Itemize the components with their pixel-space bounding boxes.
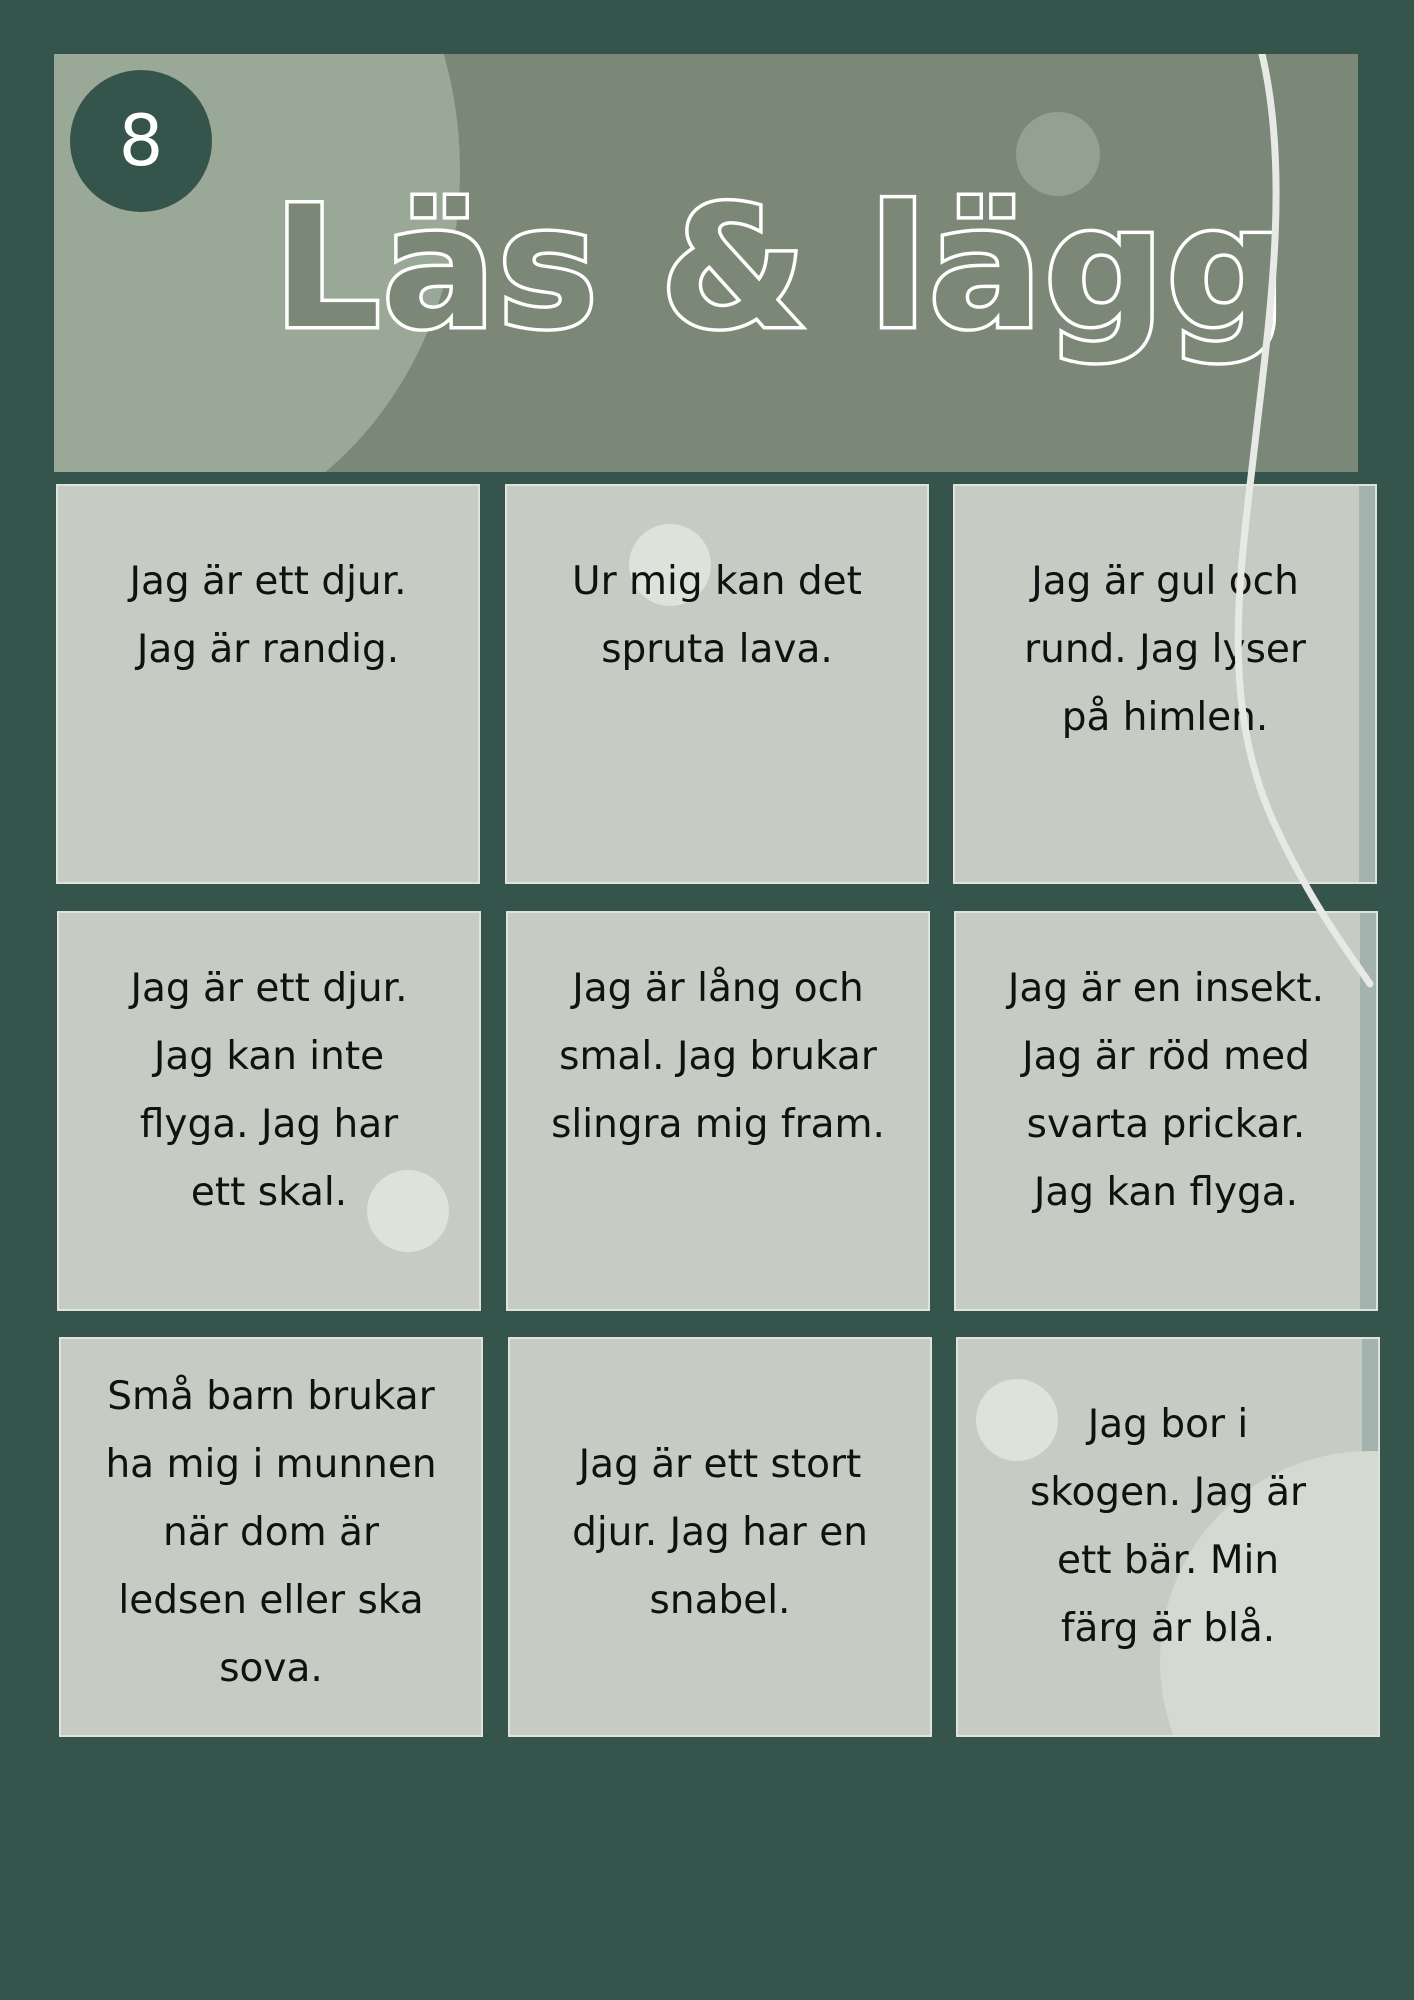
card-text: Jag bor i skogen. Jag är ett bär. Min färg är blå. (1029, 1402, 1307, 1651)
page-number-badge: 8 (70, 70, 212, 212)
card-text: Jag är ett stort djur. Jag har en snabel. (572, 1442, 868, 1623)
card-text: Små barn brukar ha mig i munnen när dom är ledsen eller ska sova. (105, 1374, 437, 1691)
reading-card[interactable] (59, 1337, 483, 1737)
reading-card[interactable] (508, 1337, 932, 1737)
card-text: Jag är ett djur. Jag kan inte flyga. Jag har ett skal. (130, 966, 408, 1215)
reading-card[interactable] (506, 911, 930, 1311)
card-text: Jag är ett djur. Jag är randig. (129, 559, 407, 672)
card-text: Ur mig kan det spruta lava. (572, 559, 862, 672)
page-title: Läs & lägg (273, 170, 1289, 366)
reading-card[interactable] (953, 484, 1377, 884)
reading-card[interactable] (505, 484, 929, 884)
reading-card[interactable] (56, 484, 480, 884)
reading-card[interactable] (57, 911, 481, 1311)
card-text: Jag är lång och smal. Jag brukar slingra mig fram. (551, 966, 885, 1147)
card-text: Jag är gul och rund. Jag lyser på himlen. (1024, 559, 1306, 740)
reading-card[interactable] (954, 911, 1378, 1311)
reading-card[interactable] (956, 1337, 1380, 1737)
card-text: Jag är en insekt. Jag är röd med svarta prickar. Jag kan flyga. (1007, 966, 1325, 1215)
